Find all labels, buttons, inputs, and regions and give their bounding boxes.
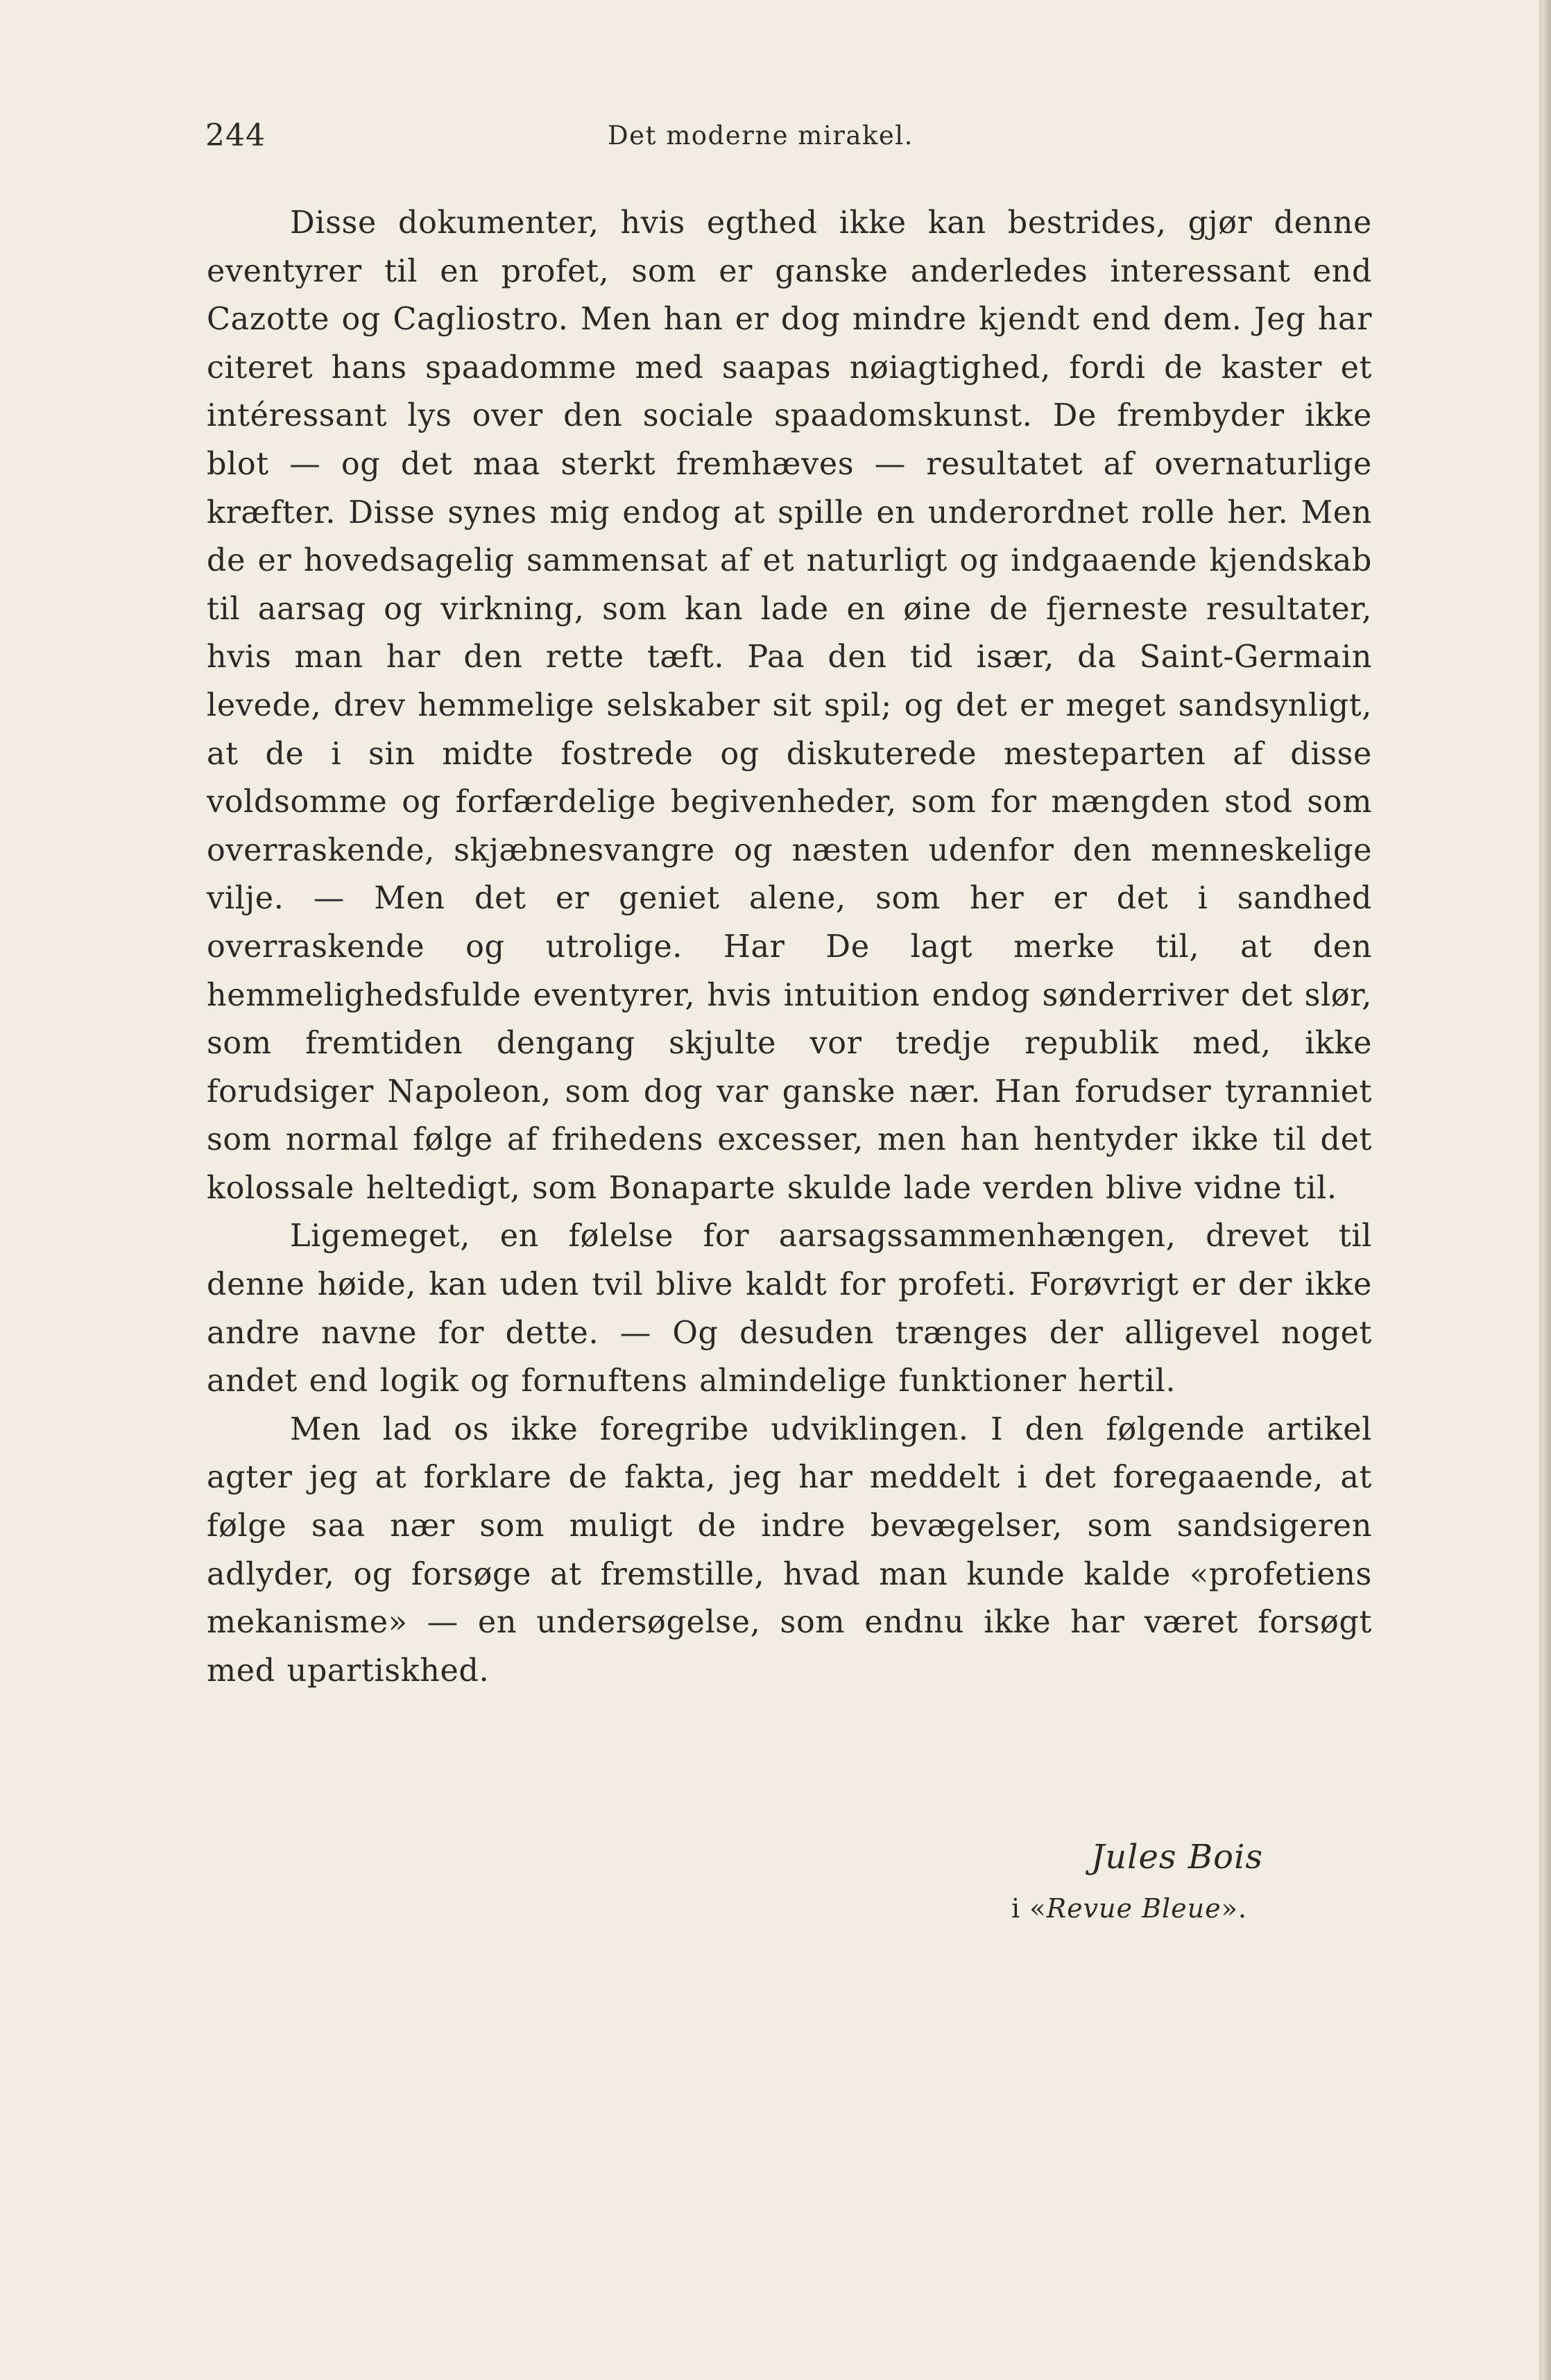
page-edge [1541, 0, 1551, 2380]
page-number: 244 [205, 118, 266, 153]
running-head [205, 118, 1371, 166]
paragraph: Ligemeget, en følelse for aarsagssammenhængen, drevet til denne høide, kan uden tvil blive kaldt for profeti. Forøvrigt er der ikke andre navne for dette. — Og desuden trænges der alligevel noget andet end logik og fornuftens almindelige funktioner hertil. [207, 1218, 1372, 1399]
source-line [1011, 1893, 1247, 1924]
source-prefix: i « [1011, 1893, 1047, 1924]
running-title: Det moderne mirakel. [608, 121, 914, 150]
article-body [207, 199, 1372, 1695]
paragraph: Disse dokumenter, hvis egthed ikke kan bestrides, gjør denne eventyrer til en profet, som er ganske anderledes interessant end Cazotte og Cagliostro. Men han er dog mindre kjendt end dem. Jeg har citeret hans spaadomme med saapas nøiagtighed, fordi de kaster et intéressant lys over den sociale spaadomskunst. De frembyder ikke blot — og det maa sterkt fremhæves — resultatet af overnaturlige kræfter. Disse synes mig endog at spille en underordnet rolle her. Men de er hovedsagelig sammensat af et naturligt og indgaaende kjendskab til aarsag og virkning, som kan lade en øine de fjerneste resultater, hvis man har den rette tæft. Paa den tid især, da Saint-Germain levede, drev hemmelige selskaber sit spil; og det er meget sandsynligt, at de i sin midte fostrede og diskuterede mesteparten af disse voldsomme og forfærdelige begivenheder, som for mængden stod som overraskende, skjæbnesvangre og næsten udenfor den menneskelige vilje. — Men det er geniet alene, som her er det i sandhed overraskende og utrolige. Har De lagt merke til, at den hemmelighedsfulde eventyrer, hvis intuition endog sønderriver det slør, som fremtiden dengang skjulte vor tredje republik med, ikke forudsiger Napoleon, som dog var ganske nær. Han forudser tyranniet som normal følge af frihedens excesser, men han hentyder ikke til det kolossale heltedigt, som Bonaparte skulde lade verden blive vidne til. [207, 205, 1372, 1206]
paragraph: Men lad os ikke foregribe udviklingen. I den følgende artikel agter jeg at forklare de fakta, jeg har meddelt i det foregaaende, at følge saa nær som muligt de indre bevægelser, som sandsigeren adlyder, og forsøge at fremstille, hvad man kunde kalde «profetiens mekanisme» — en undersøgelse, som endnu ikke har været forsøgt med upartiskhed. [207, 1411, 1372, 1689]
source-title: Revue Bleue [1046, 1893, 1222, 1924]
author-name: Jules Bois [1091, 1838, 1263, 1877]
source-suffix: ». [1221, 1893, 1247, 1924]
